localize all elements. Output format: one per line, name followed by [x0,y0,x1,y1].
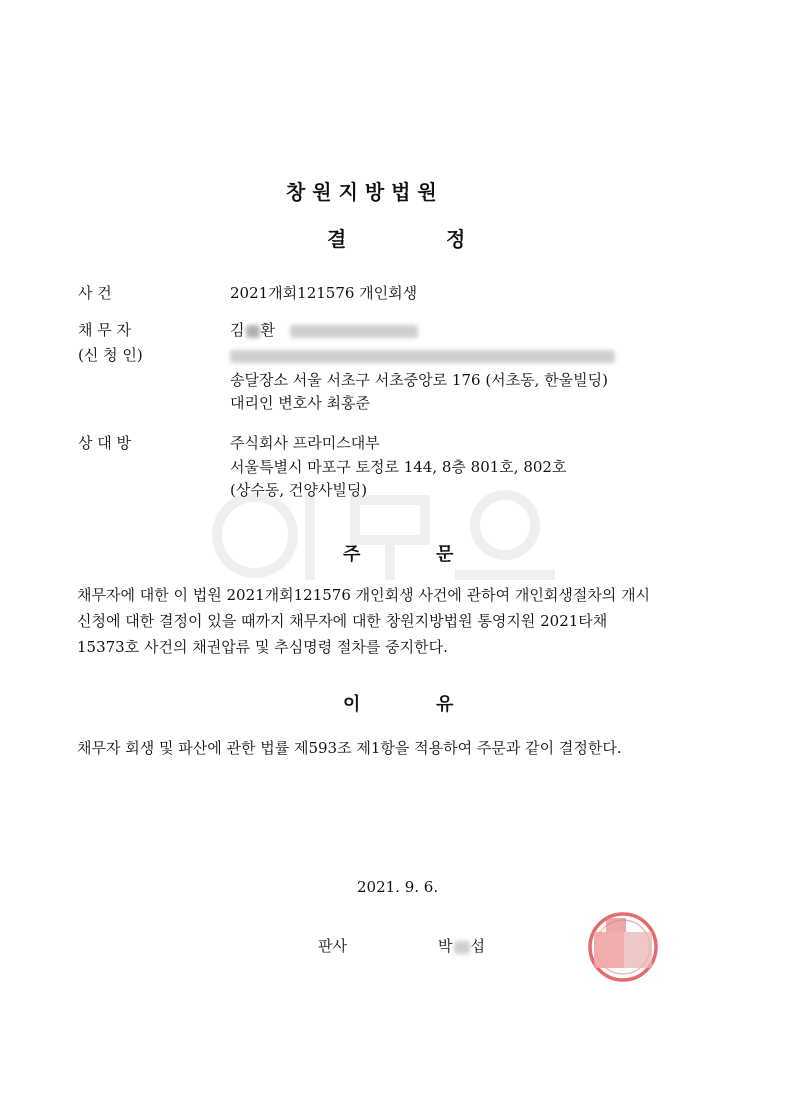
order-line-1: 채무자에 대한 이 법원 2021개회121576 개인회생 사건에 관하여 개인회생절차의 개시 [77,586,651,604]
order-line-3: 15373호 사건의 채권압류 및 추심명령 절차를 중지한다. [77,638,448,656]
opponent-label: 상 대 방 [78,434,132,452]
opponent-address-1: 서울특별시 마포구 토정로 144, 8층 801호, 802호 [230,458,567,476]
debtor-label: 채 무 자 [78,321,132,339]
redaction-block [230,350,615,363]
agent: 대리인 변호사 최홍준 [230,394,370,412]
debtor-name-first: 김 [230,321,245,339]
redaction-block [454,941,470,954]
doc-type-left: 결 [327,227,347,251]
opponent-address-2: (상수동, 건양사빌딩) [230,481,368,499]
applicant-label: (신 청 인) [78,346,143,364]
reason-text: 채무자 회생 및 파산에 관한 법률 제593조 제1항을 적용하여 주문과 같이 결정한다. [77,739,622,757]
judge-name-last: 섭 [470,937,485,955]
debtor-name-row [230,319,418,340]
debtor-address-redacted [230,346,615,365]
court-title: 창 원 지 방 법 원 [286,180,437,204]
service-address: 송달장소 서울 서초구 서초중앙로 176 (서초동, 한울빌딩) [230,371,609,389]
judge-name [438,935,485,956]
court-seal-stamp [584,908,662,986]
decision-date: 2021. 9. 6. [357,878,439,896]
order-line-2: 신청에 대한 결정이 있을 때까지 채무자에 대한 창원지방법원 통영지원 2021타채 [77,612,608,630]
judge-name-first: 박 [438,937,453,955]
reason-heading-left: 이 [343,694,361,715]
reason-heading-right: 유 [436,694,454,715]
opponent-name: 주식회사 프라미스대부 [230,434,380,452]
debtor-name-last: 환 [260,321,275,339]
case-label: 사 건 [78,284,112,302]
order-heading-left: 주 [343,544,361,565]
judge-label: 판사 [318,937,347,955]
case-value: 2021개회121576 개인회생 [230,284,418,302]
redaction-block [246,325,260,338]
doc-type-right: 정 [446,227,466,251]
order-heading-right: 문 [436,544,454,565]
redaction-block [290,325,418,338]
